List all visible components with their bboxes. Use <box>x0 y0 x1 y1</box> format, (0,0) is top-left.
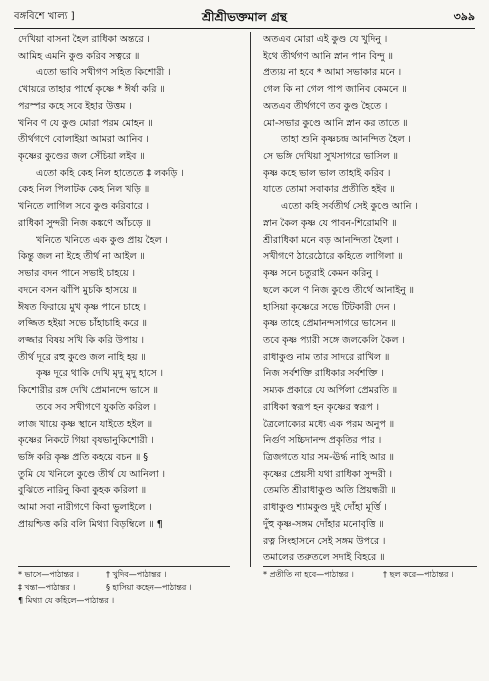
verse-line: সখীগণে ঠারেঠোরে কহিতে লাগিলা ॥ <box>263 251 403 263</box>
verse-line: এতো কহি কেহ নিল হাতেতে ‡ লকড়ি । <box>36 167 184 179</box>
verse-line: তেমতি শ্রীরাধাকুণ্ড অতি প্রিয়ন্ধরী ॥ <box>263 485 396 497</box>
footnote: ‡ খন্তা—পাঠান্তর । <box>18 583 76 592</box>
verse-line: কৃষ্ণের প্রেয়সী যথা রাধিকা সুন্দরী । <box>263 468 392 480</box>
verse-line: পরস্পর কহে সবে ইহার উত্তম । <box>18 100 132 112</box>
verse-line: ঈষত ফিরায়ে মুখ কৃষ্ণ পানে চাহে । <box>18 301 147 313</box>
verse-line: ত্রিজগতে যার সম-ঊর্দ্ধ নাহি আর ॥ <box>263 451 394 463</box>
verse-line: তুমি যে খনিলে কুণ্ডে তীর্থ যে আনিলা । <box>18 468 165 480</box>
footnote-row <box>263 568 477 581</box>
verse-line: এতো ভাবি সখীগণ সহিত কিশোরী । <box>36 67 171 79</box>
verse-line: খোয়রে তাহার পার্শ্বে কৃষ্ণে * ঈর্ষা করি ॥ <box>18 84 165 96</box>
verse-line: নির্গুণ সচ্চিদানন্দ প্রকৃতির পার । <box>263 435 382 447</box>
verse-line: শ্রীরাধিকা মনে বড় আনন্দিতা হৈলা । <box>263 234 399 246</box>
verse-line: সম্যক প্রকারে যে অর্পিলা প্রেমরতি ॥ <box>263 385 398 397</box>
verse-line: রাধিকা সুন্দরী নিজ কঙ্কণে আঁচড়ে ॥ <box>18 217 151 229</box>
verse-line: রাধিকা স্বরূপ হন কৃষ্ণের স্বরূপ । <box>263 401 379 413</box>
verse-line: লজ্জিত হইয়া সভে চাঁহাচাহি করে ॥ <box>18 318 148 330</box>
verse-line: মো-সভার কুণ্ডে আনি স্নান কর তাতে ॥ <box>263 117 408 129</box>
verse-line: কৃষ্ণ দূরে থাকি দেখি মৃদু মৃদু হাসে । <box>36 368 163 380</box>
footnote: * ভাসে—পাঠান্তর । <box>18 570 79 579</box>
verse-line: কেহ নিল পিলাটক কেহ নিল খড়ি ॥ <box>18 184 150 196</box>
footnote: * প্রতীতি না হবে—পাঠান্তর । <box>263 570 354 579</box>
footnote-rule-left <box>18 566 230 567</box>
verse-line: কৃষ্ণ কহে ভাল ভাল তাহাই করিব । <box>263 167 391 179</box>
verse-line: ছলে কলে ণ নিজ কুণ্ডে তীর্থে আনাইনু ॥ <box>263 284 414 296</box>
verse-line: অতএব মোরা এই কুণ্ড যে খুদিনু । <box>263 34 388 45</box>
verse-line: রাধাকুণ্ড নাম তার সাদরে রাখিল ॥ <box>263 351 390 363</box>
verse-line: ত্রৈলোক্যের মধ্যে এক পরম অনুপ ॥ <box>263 418 395 430</box>
verse-line: প্রায়শ্চিত্ত করি বলি মিথ্যা বিড়ম্বিলে ॥ ¶ <box>18 518 163 530</box>
verse-line: নিজ সর্বশক্তি রাধিকার সর্বশক্তি । <box>263 368 384 380</box>
verse-line: কিন্তু জল না ইহে তীর্থ না আইল ॥ <box>18 251 145 263</box>
verse-line: রত্ন সিংহাসনে সেই সঙ্গম উপরে । <box>263 535 386 547</box>
footnote-row <box>18 581 233 594</box>
verse-line: লাজ খায়ে কৃষ্ণ স্থানে যাইতে হইল ॥ <box>18 418 153 430</box>
verse-line: এতো কহি সর্বতীর্থ সেই কুণ্ডে আনি । <box>281 201 418 213</box>
verse-line: সে ভঙ্গি দেখিয়া সুখসাগরে ভাসিল ॥ <box>263 151 398 163</box>
verse-line: বদনে বসন ঝাঁপি মুচকি হাসয়ে ॥ <box>18 284 137 296</box>
book-title: শ্রীশ্রীভক্তমাল গ্রন্থ <box>202 10 287 24</box>
verse-line: সভার বদন পানে সভাই চাহয়ে । <box>18 268 135 280</box>
verse-line: তবে সব সখীগণে যুকতি করিল । <box>36 401 157 413</box>
verse-line: কৃষ্ণের নিকটে গিয়া বৃষভানুকিশোরী । <box>18 435 154 447</box>
verse-line: রাধাকুণ্ড শ্যামকুণ্ড দুই দোঁহা মূর্ত্তি । <box>263 502 387 514</box>
verse-line: কিশোরীর রঙ্গ দেখি প্রেমানন্দে ভাসে ॥ <box>18 385 158 397</box>
left-column <box>18 32 230 534</box>
footnote-rule-right <box>263 566 477 567</box>
footnote: † খুদিব—পাঠান্তর । <box>106 570 167 579</box>
verse-line: বুঝিতে নারিনু কিবা কুহক করিলা ॥ <box>18 485 147 497</box>
footnotes-right <box>263 568 477 581</box>
verse-line: তীর্থগণে বোলাইয়া আমরা আনিব । <box>18 134 149 146</box>
column-divider <box>250 32 251 567</box>
verse-line: তবে কৃষ্ণ প্যারী সঙ্গে জলকেলি কৈল । <box>263 334 405 346</box>
verse-line: খনিতে খনিতে এক কুণ্ড প্রায় হৈল । <box>36 234 168 246</box>
verse-line: কৃষ্ণের কুণ্ডের জল সেঁচিয়া লইব ॥ <box>18 151 145 163</box>
footnotes-left <box>18 568 233 607</box>
verse-line: তমালের তরুতলে সদাই বিহরে ॥ <box>263 552 385 564</box>
verse-line: ভঙ্গি করি কৃষ্ণ প্রতি কহয়ে বচন ॥ § <box>18 451 148 463</box>
verse-line: আমিহ এমনি কুণ্ড করিব সত্বরে ॥ <box>18 50 140 62</box>
verse-line: ইথে তীর্থগণ আনি স্নান পান বিন্দু ॥ <box>263 50 393 62</box>
right-column <box>263 32 477 567</box>
footnote-row <box>18 594 233 607</box>
verse-line: যাতে তোমা সবাকার প্রতীতি হইব ॥ <box>263 184 395 196</box>
verse-line: তাহা শুনি কৃষ্ণচন্দ্র আনন্দিত হৈল । <box>281 134 411 146</box>
verse-line: খনিব ণ যে কুণ্ড মোরা পরম মোহন ॥ <box>18 117 153 129</box>
verse-line: গেল কি না গেল পাপ জানিব কেমনে ॥ <box>263 84 407 96</box>
verse-line: প্রত্যয় না হবে * আমা সভাকার মনে । <box>263 67 402 79</box>
page-header <box>14 10 475 26</box>
verse-line: কৃষ্ণ তাহে প্রেমানন্দসাগরে ভাসেন ॥ <box>263 318 396 330</box>
verse-line: লজ্জার বিষয় সখি কি করি উপায় । <box>18 334 144 346</box>
header-rule <box>14 28 475 29</box>
running-head-left: বঙ্গবিশে খাল্য ] <box>14 11 75 22</box>
verse-line: অতএব তীর্থগণে তব কুণ্ড হৈতে । <box>263 100 388 112</box>
verse-line: দেখিয়া বাসনা হৈল রাধিকা অন্তরে । <box>18 34 150 45</box>
verse-line: আমা সবা নারীগণে কিবা ভুলাইলে । <box>18 502 152 514</box>
verse-line: দুঁহু কৃষ্ণ-সঙ্গম দোঁহার মনোবৃত্তি ॥ <box>263 518 384 530</box>
verse-line: তীর্থ দূরে রহু কুণ্ডে জল নাহি হয় ॥ <box>18 351 146 363</box>
page-number: ৩৯৯ <box>453 10 475 23</box>
verse-line: স্নান কৈল কৃষ্ণ যে পাবন-শিরোমণি ॥ <box>263 217 397 229</box>
verse-line: হাসিয়া কৃষ্ণেরে সভে টিটকারী দেন । <box>263 301 396 313</box>
footnote-row <box>18 568 233 581</box>
footnote: † ছল করে—পাঠান্তর । <box>383 570 454 579</box>
footnote: § হাসিয়া কহেন—পাঠান্তর । <box>106 583 192 592</box>
verse-line: খনিতে লাগিল সবে কুণ্ড করিবারে । <box>18 201 149 213</box>
footnote: ¶ মিথ্যা যে কহিলে—পাঠান্তর । <box>18 596 115 605</box>
verse-line: কৃষ্ণ সনে চতুরাই কেমন করিনু । <box>263 268 379 280</box>
